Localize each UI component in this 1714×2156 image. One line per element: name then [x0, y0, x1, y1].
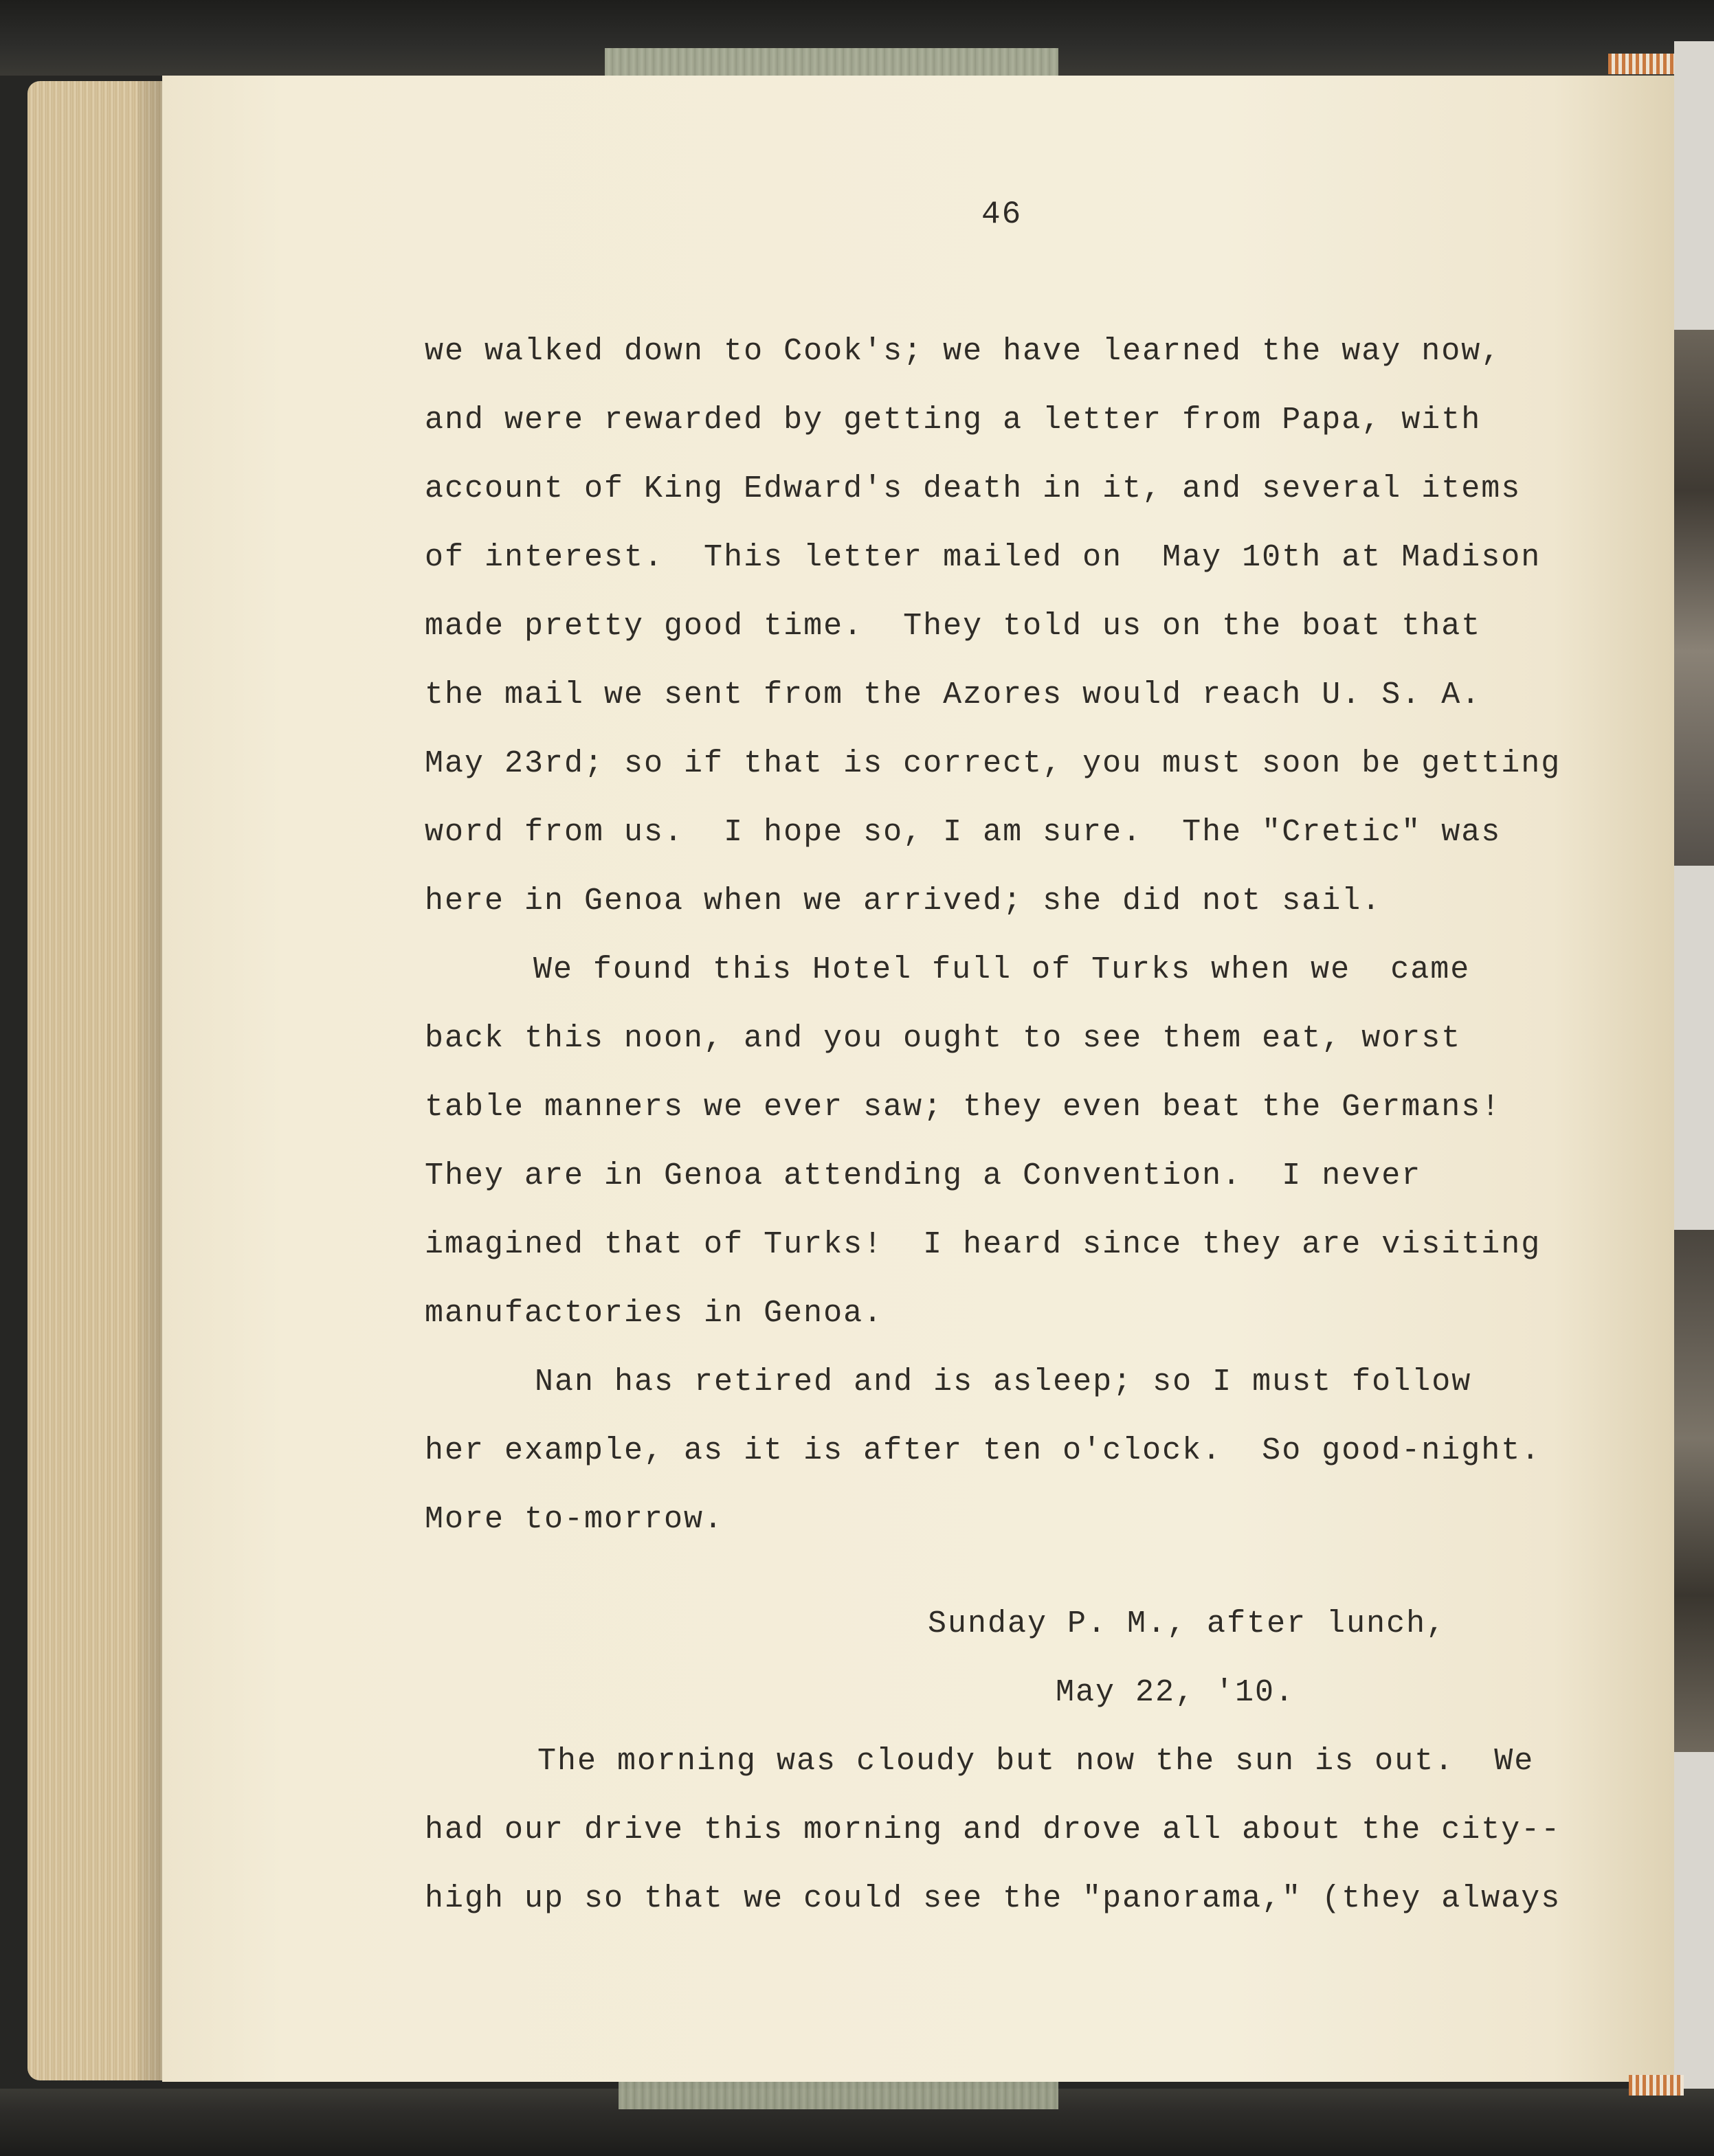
- text-line: More to-morrow.: [425, 1502, 724, 1537]
- text-line: high up so that we could see the "panorama," (they always: [425, 1881, 1561, 1916]
- paragraph-first-line: The morning was cloudy but now the sun is out. We: [537, 1744, 1535, 1779]
- text-line: They are in Genoa attending a Convention. I never: [425, 1158, 1422, 1193]
- text-line: May 23rd; so if that is correct, you must soon be getting: [425, 746, 1561, 781]
- paragraph-first-line: We found this Hotel full of Turks when we came: [533, 952, 1471, 987]
- text-line: account of King Edward's death in it, and several items: [425, 471, 1522, 506]
- text-line: word from us. I hope so, I am sure. The "Cretic" was: [425, 815, 1502, 850]
- text-line: the mail we sent from the Azores would reach U. S. A.: [425, 677, 1482, 712]
- text-line: and were rewarded by getting a letter from Papa, with: [425, 403, 1482, 438]
- dateline-date: May 22, '10.: [1056, 1675, 1295, 1710]
- text-line: had our drive this morning and drove all about the city--: [425, 1812, 1561, 1848]
- text-line: made pretty good time. They told us on the boat that: [425, 609, 1482, 644]
- text-line: table manners we ever saw; they even beat the Germans!: [425, 1090, 1502, 1125]
- text-line: here in Genoa when we arrived; she did not sail.: [425, 884, 1382, 919]
- dateline-day: Sunday P. M., after lunch,: [928, 1606, 1447, 1641]
- text-line: her example, as it is after ten o'clock. So good-night.: [425, 1433, 1542, 1468]
- text-line: of interest. This letter mailed on May 10th at Madison: [425, 540, 1542, 575]
- text-line: we walked down to Cook's; we have learned the way now,: [425, 334, 1502, 369]
- text-line: manufactories in Genoa.: [425, 1296, 884, 1331]
- page-number: 46: [981, 196, 1023, 232]
- paragraph-first-line: Nan has retired and is asleep; so I must follow: [535, 1365, 1472, 1400]
- text-line: back this noon, and you ought to see them eat, worst: [425, 1021, 1462, 1056]
- text-line: imagined that of Turks! I heard since they are visiting: [425, 1227, 1542, 1262]
